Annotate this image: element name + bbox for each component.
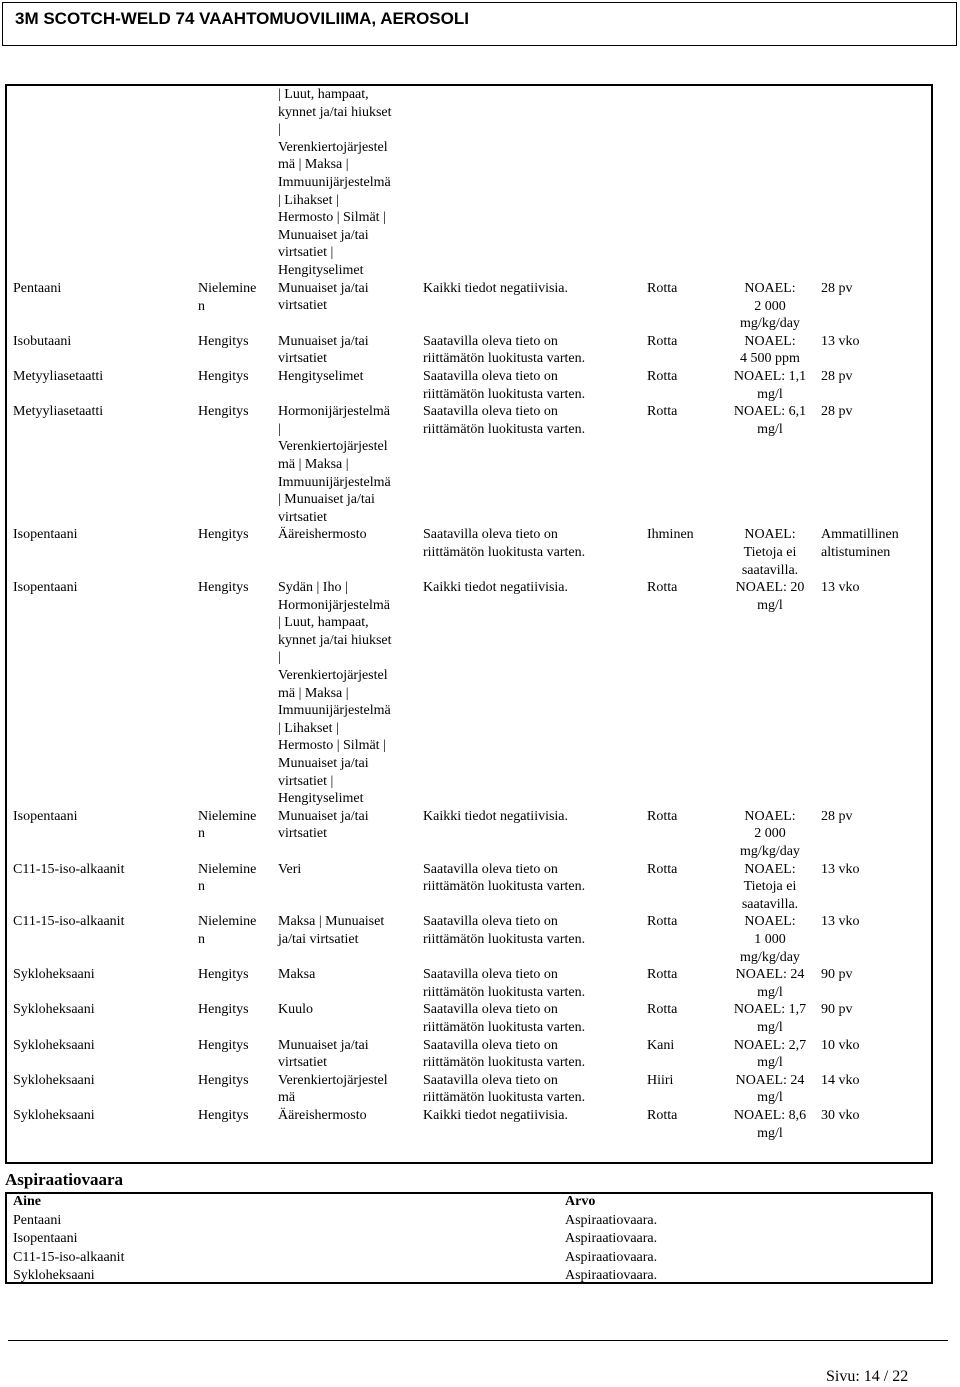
table-row bbox=[7, 526, 931, 579]
aspiration-col-aine: Aine bbox=[13, 1194, 41, 1209]
species-cell: Rotta bbox=[647, 1107, 678, 1123]
table-row bbox=[7, 808, 931, 861]
result-cell: NOAEL: Tietoja ei saatavilla. bbox=[741, 861, 799, 912]
substance-cell: Isopentaani bbox=[13, 808, 78, 824]
aspiration-col-arvo: Arvo bbox=[565, 1194, 596, 1209]
value-cell: Kaikki tiedot negatiivisia. bbox=[423, 580, 569, 596]
value-cell: Saatavilla oleva tieto on riittämätön luokitusta varten. bbox=[423, 1037, 586, 1071]
result-cell: NOAEL: 2 000 mg/kg/day bbox=[740, 281, 800, 332]
species-cell: Rotta bbox=[647, 333, 678, 349]
route-cell: Hengitys bbox=[198, 1002, 249, 1018]
species-cell: Rotta bbox=[647, 808, 678, 824]
route-cell: Nielemine n bbox=[198, 808, 257, 842]
table-row bbox=[7, 913, 931, 966]
route-cell: Nielemine n bbox=[198, 914, 257, 947]
aspiration-header-row bbox=[7, 1193, 931, 1212]
substance-cell: C11-15-iso-alkaanit bbox=[13, 861, 125, 877]
table-row bbox=[7, 403, 931, 526]
value-cell: Kaikki tiedot negatiivisia. bbox=[423, 808, 569, 824]
aspiration-row bbox=[7, 1249, 931, 1268]
route-cell: Hengitys bbox=[198, 527, 249, 543]
aspiration-arvo-cell: Aspiraatiovaara. bbox=[565, 1249, 658, 1265]
substance-cell: Sykloheksaani bbox=[13, 1002, 95, 1018]
aspiration-row bbox=[7, 1267, 931, 1286]
substance-cell: Isopentaani bbox=[13, 527, 78, 543]
species-cell: Hiiri bbox=[647, 1072, 674, 1088]
aspiration-heading: Aspiraatiovaara bbox=[5, 1170, 124, 1189]
substance-cell: Sykloheksaani bbox=[13, 1072, 95, 1088]
aspiration-aine-cell: Pentaani bbox=[13, 1212, 62, 1228]
organ-cell: Munuaiset ja/tai virtsatiet bbox=[278, 808, 369, 842]
organ-cell: Hengityselimet bbox=[278, 368, 364, 384]
value-cell: Saatavilla oleva tieto on riittämätön luokitusta varten. bbox=[423, 527, 586, 560]
substance-cell: Sykloheksaani bbox=[13, 1037, 95, 1053]
species-cell: Kani bbox=[647, 1037, 675, 1053]
result-cell: NOAEL: 4 500 ppm bbox=[740, 333, 800, 367]
aspiration-row bbox=[7, 1212, 931, 1231]
organ-cell: Hormonijärjestelmä | Verenkiertojärjestel mä | Maksa | Immuunijärjestelmä | Munuaiset ja/tai virtsatiet bbox=[278, 404, 391, 525]
result-cell: NOAEL: 24 mg/l bbox=[735, 967, 805, 1000]
organ-cell: Munuaiset ja/tai virtsatiet bbox=[278, 333, 369, 367]
substance-cell: C11-15-iso-alkaanit bbox=[13, 914, 125, 930]
organ-cell: Sydän | Iho | Hormonijärjestelmä | Luut, hampaat, kynnet ja/tai hiukset | Verenkiertojärjestel mä | Maksa | Immuunijärjestelmä | Lihakset | Hermosto | Silmät | Munuaiset ja/tai virtsatiet | Hengityselimet bbox=[278, 580, 392, 807]
aspiration-arvo-cell: Aspiraatiovaara. bbox=[565, 1268, 658, 1283]
species-cell: Rotta bbox=[647, 281, 678, 296]
organ-cell: Maksa | Munuaiset ja/tai virtsatiet bbox=[278, 914, 385, 947]
aspiration-aine-cell: C11-15-iso-alkaanit bbox=[13, 1249, 125, 1265]
value-cell: Kaikki tiedot negatiivisia. bbox=[423, 1107, 569, 1123]
duration-cell: 30 vko bbox=[821, 1107, 860, 1123]
species-cell: Rotta bbox=[647, 861, 678, 877]
value-cell: Saatavilla oleva tieto on riittämätön luokitusta varten. bbox=[423, 1002, 586, 1035]
species-cell: Rotta bbox=[647, 368, 678, 384]
route-cell: Hengitys bbox=[198, 580, 249, 596]
substance-cell: Metyyliasetaatti bbox=[13, 368, 104, 384]
toxicity-table bbox=[7, 86, 931, 1142]
organ-cell: | Luut, hampaat, kynnet ja/tai hiukset | Verenkiertojärjestel mä | Maksa | Immuunijärjestelmä | Lihakset | Hermosto | Silmät | Munuaiset ja/tai virtsatiet | Hengityselimet Munuaiset ja/tai virtsatiet bbox=[278, 87, 392, 314]
route-cell: Hengitys bbox=[198, 1107, 249, 1123]
duration-cell: 90 pv bbox=[821, 967, 853, 983]
table-row bbox=[7, 333, 931, 368]
species-cell: Rotta bbox=[647, 1002, 678, 1018]
duration-cell: 10 vko bbox=[821, 1037, 860, 1053]
route-cell: Hengitys bbox=[198, 967, 249, 983]
table-row bbox=[7, 1072, 931, 1107]
duration-cell: 90 pv bbox=[821, 1002, 853, 1018]
species-cell: Rotta bbox=[647, 967, 678, 983]
table-row bbox=[7, 368, 931, 403]
table-row bbox=[7, 861, 931, 914]
route-cell: Hengitys bbox=[198, 404, 249, 420]
duration-cell: 28 pv bbox=[821, 281, 853, 296]
route-cell: Nielemine n bbox=[198, 861, 257, 895]
value-cell: Kaikki tiedot negatiivisia. bbox=[423, 281, 569, 296]
result-cell: NOAEL: 24 mg/l bbox=[735, 1072, 805, 1106]
result-cell: NOAEL: 1 000 mg/kg/day bbox=[740, 914, 800, 965]
route-cell: Hengitys bbox=[198, 1037, 249, 1053]
duration-cell: Ammatillinen altistuminen bbox=[821, 527, 899, 560]
duration-cell: 14 vko bbox=[821, 1072, 860, 1088]
document-title: 3M SCOTCH-WELD 74 VAAHTOMUOVILIIMA, AEROSOLI bbox=[15, 9, 469, 28]
table-row bbox=[7, 1037, 931, 1072]
organ-cell: Kuulo bbox=[278, 1002, 313, 1018]
route-cell: Nielemine n bbox=[198, 281, 257, 314]
value-cell: Saatavilla oleva tieto on riittämätön luokitusta varten. bbox=[423, 914, 586, 947]
result-cell: NOAEL: 1,7 mg/l bbox=[733, 1002, 807, 1035]
duration-cell: 13 vko bbox=[821, 580, 860, 596]
organ-cell: Munuaiset ja/tai virtsatiet bbox=[278, 1037, 369, 1071]
aspiration-table bbox=[7, 1193, 931, 1286]
duration-cell: 13 vko bbox=[821, 914, 860, 930]
route-cell: Hengitys bbox=[198, 368, 249, 384]
duration-cell: 28 pv bbox=[821, 368, 853, 384]
value-cell: Saatavilla oleva tieto on riittämätön luokitusta varten. bbox=[423, 967, 586, 1000]
organ-cell: Veri bbox=[278, 861, 302, 877]
table-row bbox=[7, 1001, 931, 1036]
result-cell: NOAEL: Tietoja ei saatavilla. bbox=[741, 527, 799, 578]
duration-cell: 13 vko bbox=[821, 333, 860, 349]
aspiration-aine-cell: Isopentaani bbox=[13, 1231, 78, 1246]
value-cell: Saatavilla oleva tieto on riittämätön luokitusta varten. bbox=[423, 1072, 586, 1106]
table-row bbox=[7, 966, 931, 1001]
footer-divider bbox=[8, 1340, 948, 1341]
species-cell: Ihminen bbox=[647, 527, 694, 543]
document-header bbox=[2, 2, 957, 46]
duration-cell: 28 pv bbox=[821, 808, 853, 824]
page-number: Sivu: 14 / 22 bbox=[826, 1368, 909, 1385]
table-row bbox=[7, 1107, 931, 1142]
result-cell: NOAEL: 2 000 mg/kg/day bbox=[740, 808, 800, 859]
result-cell: NOAEL: 2,7 mg/l bbox=[733, 1037, 807, 1071]
species-cell: Rotta bbox=[647, 914, 678, 930]
table-row bbox=[7, 86, 931, 333]
result-cell: NOAEL: 6,1 mg/l bbox=[733, 404, 807, 437]
species-cell: Rotta bbox=[647, 580, 678, 596]
substance-cell: Sykloheksaani bbox=[13, 967, 95, 983]
route-cell: Hengitys bbox=[198, 333, 249, 349]
value-cell: Saatavilla oleva tieto on riittämätön luokitusta varten. bbox=[423, 333, 586, 367]
organ-cell: Verenkiertojärjestel mä bbox=[278, 1072, 388, 1106]
value-cell: Saatavilla oleva tieto on riittämätön luokitusta varten. bbox=[423, 368, 586, 402]
value-cell: Saatavilla oleva tieto on riittämätön luokitusta varten. bbox=[423, 861, 586, 895]
aspiration-row bbox=[7, 1230, 931, 1249]
organ-cell: Ääreishermosto bbox=[278, 527, 367, 543]
aspiration-aine-cell: Sykloheksaani bbox=[13, 1268, 95, 1283]
organ-cell: Maksa bbox=[278, 967, 316, 983]
substance-cell: Metyyliasetaatti bbox=[13, 404, 104, 420]
substance-cell: Sykloheksaani bbox=[13, 1107, 95, 1123]
substance-cell: Isobutaani bbox=[13, 333, 72, 349]
table-row bbox=[7, 579, 931, 808]
route-cell: Hengitys bbox=[198, 1072, 249, 1088]
species-cell: Rotta bbox=[647, 404, 678, 420]
aspiration-arvo-cell: Aspiraatiovaara. bbox=[565, 1231, 658, 1246]
organ-cell: Ääreishermosto bbox=[278, 1107, 367, 1123]
value-cell: Saatavilla oleva tieto on riittämätön luokitusta varten. bbox=[423, 404, 586, 437]
duration-cell: 13 vko bbox=[821, 861, 860, 877]
result-cell: NOAEL: 20 mg/l bbox=[735, 580, 805, 613]
duration-cell: 28 pv bbox=[821, 404, 853, 420]
substance-cell: Pentaani bbox=[13, 281, 62, 296]
result-cell: NOAEL: 1,1 mg/l bbox=[733, 368, 807, 402]
result-cell: NOAEL: 8,6 mg/l bbox=[733, 1107, 807, 1141]
aspiration-arvo-cell: Aspiraatiovaara. bbox=[565, 1212, 658, 1228]
substance-cell: Isopentaani bbox=[13, 580, 78, 596]
